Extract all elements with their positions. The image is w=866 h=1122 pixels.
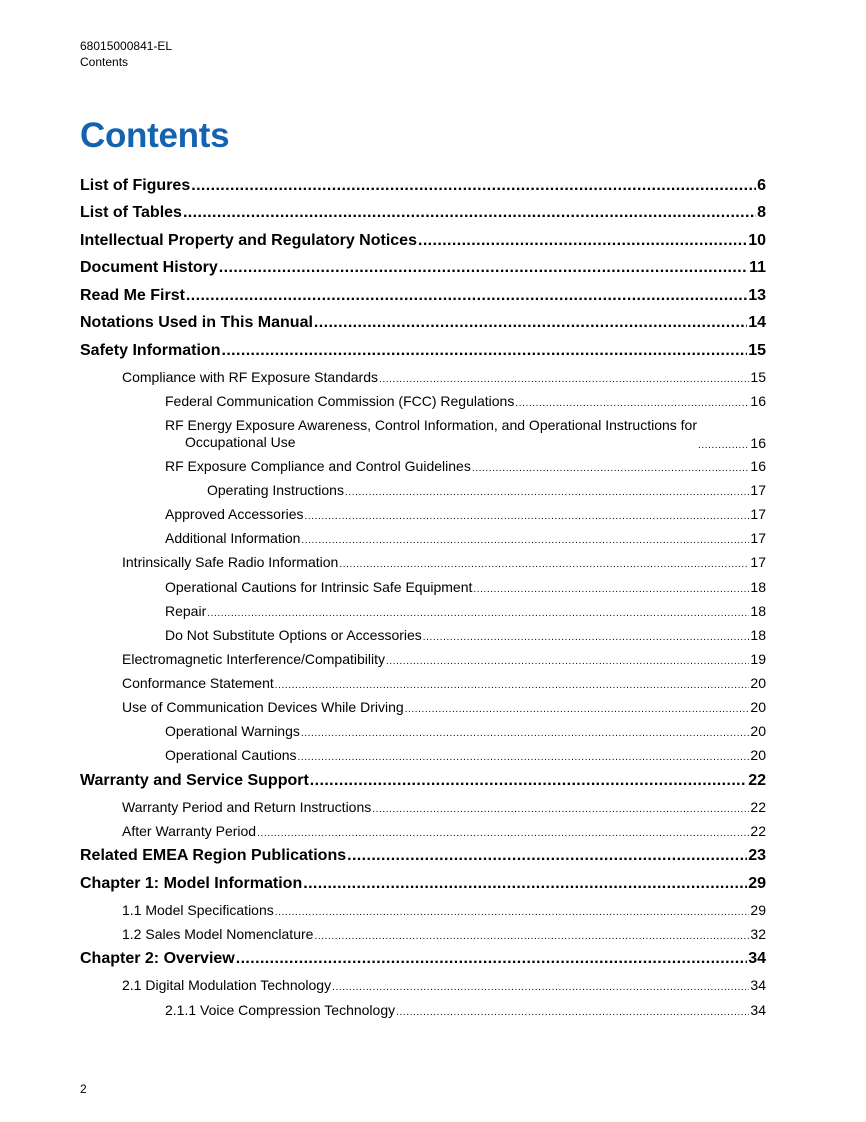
toc-entry-page: 16	[750, 393, 766, 409]
toc-entry-model-specifications[interactable]	[122, 902, 766, 918]
toc-entry-label: Warranty and Service Support	[80, 772, 309, 789]
toc-entry-label: Additional Information	[165, 530, 301, 546]
toc-entry-label: Operational Warnings	[165, 723, 300, 739]
toc-entry-page: 18	[750, 627, 766, 643]
toc-entry-label: Compliance with RF Exposure Standards	[122, 369, 379, 385]
toc-entry-operational-cautions-is[interactable]	[165, 579, 766, 595]
toc-entry-label: 2.1 Digital Modulation Technology	[122, 977, 332, 993]
toc-entry-page: 29	[748, 875, 766, 892]
toc-entry-operational-warnings[interactable]	[165, 723, 766, 739]
toc-entry-page: 18	[750, 579, 766, 595]
toc-entry-page: 15	[750, 369, 766, 385]
toc-entry-page: 16	[750, 435, 766, 451]
toc-entry-page: 8	[757, 204, 766, 221]
toc-entry-page: 14	[748, 314, 766, 331]
toc-entry-ip-regulatory-notices[interactable]	[80, 232, 766, 250]
toc-entry-page: 20	[750, 699, 766, 715]
toc-entry-chapter-2[interactable]	[80, 950, 766, 968]
toc-entry-label: Do Not Substitute Options or Accessories	[165, 627, 422, 643]
toc-entry-page: 34	[750, 1002, 766, 1018]
toc-entry-label: 1.2 Sales Model Nomenclature	[122, 926, 314, 942]
toc-entry-page: 34	[750, 977, 766, 993]
toc-entry-label: Chapter 1: Model Information	[80, 875, 303, 892]
doc-id: 68015000841-EL	[80, 39, 173, 53]
toc-entry-page: 13	[748, 287, 766, 304]
toc-entry-label: Chapter 2: Overview	[80, 950, 235, 967]
toc-entry-rf-guidelines[interactable]	[165, 458, 766, 474]
toc-entry-list-of-tables[interactable]	[80, 204, 766, 222]
toc-entry-label: Repair	[165, 603, 207, 619]
toc-entry-page: 10	[748, 232, 766, 249]
toc-entry-list-of-figures[interactable]	[80, 177, 766, 195]
toc-entry-page: 20	[750, 723, 766, 739]
toc-entry-emea-publications[interactable]	[80, 847, 766, 865]
toc-entry-safety-information[interactable]	[80, 342, 766, 360]
toc-entry-page: 11	[749, 259, 766, 276]
running-header	[80, 38, 172, 70]
toc-entry-label: Electromagnetic Interference/Compatibility	[122, 651, 386, 667]
toc-entry-page: 22	[750, 823, 766, 839]
toc-entry-page: 32	[750, 926, 766, 942]
toc-entry-voice-compression[interactable]	[165, 1002, 766, 1018]
toc-entry-label: Operating Instructions	[207, 482, 344, 498]
toc-entry-page: 23	[748, 847, 766, 864]
toc-entry-label-continued: Occupational Use	[185, 434, 296, 450]
toc-entry-emi-compatibility[interactable]	[122, 651, 766, 667]
toc-entry-warranty-period[interactable]	[122, 799, 766, 815]
toc-entry-operating-instructions[interactable]	[207, 482, 766, 498]
header-section: Contents	[80, 55, 129, 69]
toc-entry-warranty-service[interactable]	[80, 772, 766, 790]
toc-entry-sales-model-nomenclature[interactable]	[122, 926, 766, 942]
toc-entry-label: Intrinsically Safe Radio Information	[122, 554, 339, 570]
toc-entry-label: List of Figures	[80, 177, 191, 194]
toc-entry-label: Read Me First	[80, 287, 185, 304]
toc-entry-label: Safety Information	[80, 342, 221, 359]
toc-entry-label: Warranty Period and Return Instructions	[122, 799, 372, 815]
toc-entry-after-warranty[interactable]	[122, 823, 766, 839]
toc-entry-intrinsically-safe[interactable]	[122, 554, 766, 570]
toc-entry-document-history[interactable]	[80, 259, 766, 277]
toc-entry-label: Document History	[80, 259, 218, 276]
toc-entry-page: 17	[750, 530, 766, 546]
toc-entry-chapter-1[interactable]	[80, 875, 766, 893]
toc-entry-label: 1.1 Model Specifications	[122, 902, 274, 918]
toc-entry-page: 17	[750, 506, 766, 522]
toc-entry-page: 18	[750, 603, 766, 619]
toc-entry-additional-information[interactable]	[165, 530, 766, 546]
toc-entry-digital-modulation[interactable]	[122, 977, 766, 993]
toc-entry-label: Federal Communication Commission (FCC) Regulations	[165, 393, 515, 409]
toc-entry-label: Operational Cautions for Intrinsic Safe Equipment	[165, 579, 473, 595]
toc-entry-page: 29	[750, 902, 766, 918]
toc-entry-label: Related EMEA Region Publications	[80, 847, 347, 864]
toc-entry-rf-compliance[interactable]	[122, 369, 766, 385]
toc-entry-label: Notations Used in This Manual	[80, 314, 313, 331]
toc-entry-page: 19	[750, 651, 766, 667]
toc-entry-page: 20	[750, 747, 766, 763]
toc-entry-page: 34	[748, 950, 766, 967]
toc-entry-page: 17	[750, 554, 766, 570]
toc-entry-rf-energy-awareness[interactable]	[165, 417, 766, 451]
toc-entry-label: Intellectual Property and Regulatory Notices	[80, 232, 417, 249]
toc-entry-label: RF Energy Exposure Awareness, Control Information, and Operational Instructions for	[165, 417, 698, 433]
toc-entry-page: 22	[750, 799, 766, 815]
toc-entry-label: Approved Accessories	[165, 506, 304, 522]
toc-entry-page: 20	[750, 675, 766, 691]
toc-entry-operational-cautions[interactable]	[165, 747, 766, 763]
toc-entry-label: Operational Cautions	[165, 747, 297, 763]
toc-entry-page: 6	[757, 177, 766, 194]
toc-entry-label: After Warranty Period	[122, 823, 257, 839]
toc-entry-devices-while-driving[interactable]	[122, 699, 766, 715]
toc-entry-fcc-regulations[interactable]	[165, 393, 766, 409]
toc-entry-label: List of Tables	[80, 204, 182, 221]
toc-entry-page: 15	[748, 342, 766, 359]
toc-entry-page: 22	[748, 772, 766, 789]
toc-entry-label: RF Exposure Compliance and Control Guidelines	[165, 458, 471, 474]
toc-entry-page: 17	[750, 482, 766, 498]
toc-entry-do-not-substitute[interactable]	[165, 627, 766, 643]
page-number: 2	[80, 1082, 87, 1096]
toc-entry-label: Use of Communication Devices While Driving	[122, 699, 404, 715]
toc-entry-conformance-statement[interactable]	[122, 675, 766, 691]
toc-entry-repair[interactable]	[165, 603, 766, 619]
toc-entry-read-me-first[interactable]	[80, 287, 766, 305]
toc-entry-approved-accessories[interactable]	[165, 506, 766, 522]
toc-entry-label: Conformance Statement	[122, 675, 274, 691]
page-title: Contents	[80, 116, 230, 155]
toc-entry-notations[interactable]	[80, 314, 766, 332]
toc-entry-page: 16	[750, 458, 766, 474]
toc-entry-label: 2.1.1 Voice Compression Technology	[165, 1002, 396, 1018]
